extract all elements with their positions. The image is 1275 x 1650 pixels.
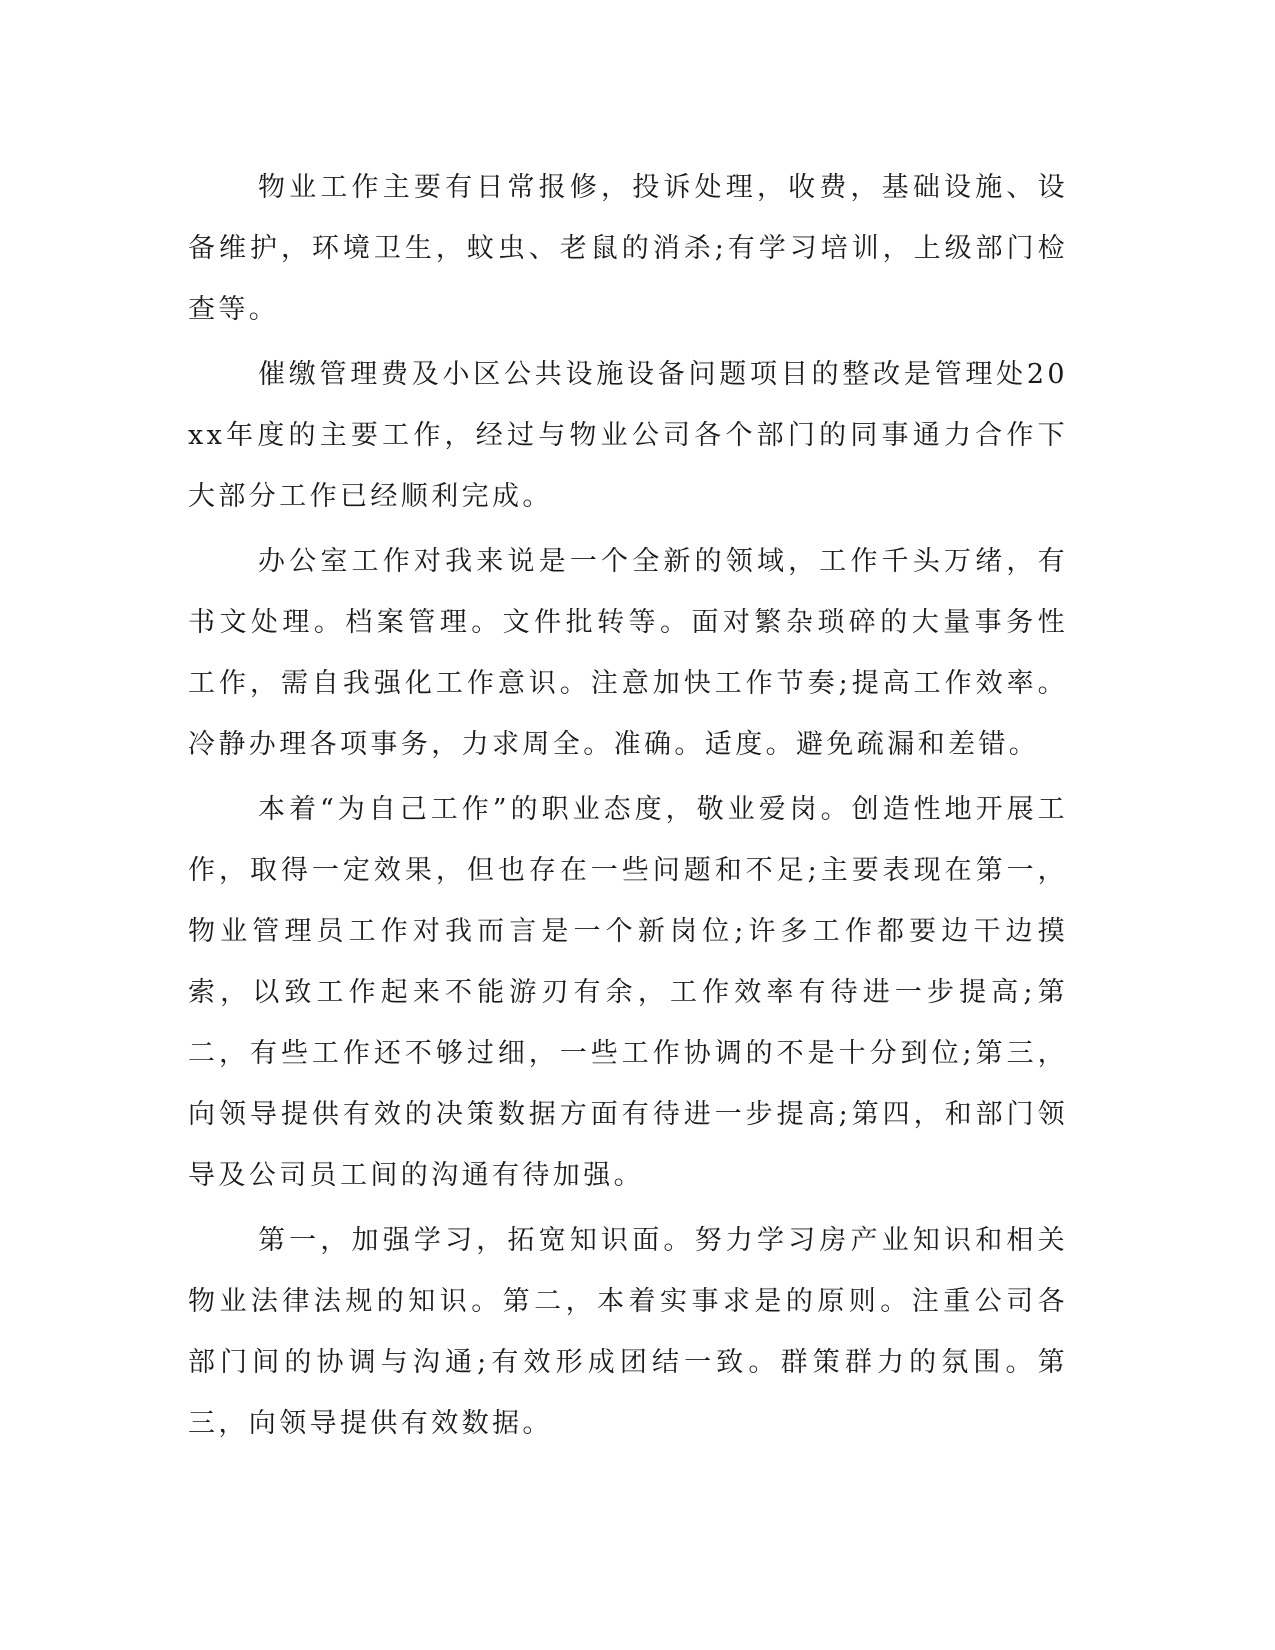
- paragraph-property-work-scope: 物业工作主要有日常报修，投诉处理，收费，基础设施、设备维护，环境卫生，蚊虫、老鼠的消杀;有学习培训，上级部门检查等。: [188, 172, 1068, 325]
- paragraph-office-work: 办公室工作对我来说是一个全新的领域，工作千头万绪，有书文处理。档案管理。文件批转等。面对繁杂琐碎的大量事务性工作，需自我强化工作意识。注意加快工作节奏;提高工作效率。冷静办理各项事务，力求周全。准确。适度。避免疏漏和差错。: [188, 546, 1068, 760]
- paragraph-attitude-and-shortcomings: 本着“为自己工作”的职业态度，敬业爱岗。创造性地开展工作，取得一定效果，但也存在一些问题和不足;主要表现在第一，物业管理员工作对我而言是一个新岗位;许多工作都要边干边摸索，以致工作起来不能游刃有余，工作效率有待进一步提高;第二，有些工作还不够过细，一些工作协调的不是十分到位;第三，向领导提供有效的决策数据方面有待进一步提高;第四，和部门领导及公司员工间的沟通有待加强。: [188, 794, 1068, 1191]
- document-body: [188, 157, 1068, 1458]
- paragraph-fee-collection-rectification: 催缴管理费及小区公共设施设备问题项目的整改是管理处20xx年度的主要工作，经过与物业公司各个部门的同事通力合作下大部分工作已经顺利完成。: [188, 359, 1068, 512]
- paragraph-improvement-plan: 第一，加强学习，拓宽知识面。努力学习房产业知识和相关物业法律法规的知识。第二，本着实事求是的原则。注重公司各部门间的协调与沟通;有效形成团结一致。群策群力的氛围。第三，向领导提供有效数据。: [188, 1225, 1068, 1439]
